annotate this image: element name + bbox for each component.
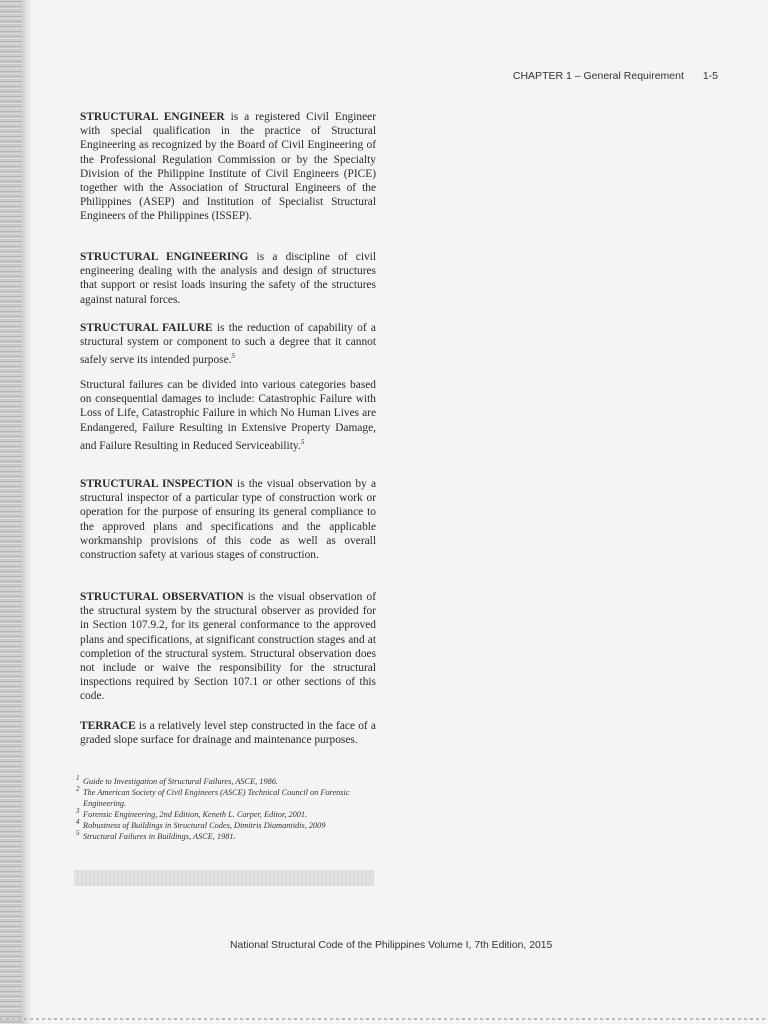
footnote-3: 3 Forensic Engineering, 2nd Edition, Keneth L. Carper, Editor, 2001. — [76, 807, 308, 819]
chapter-title: CHAPTER 1 – General Requirement — [512, 70, 684, 82]
footnotes — [76, 776, 376, 842]
page-number: 1-5 — [702, 70, 718, 82]
scan-bottom-edge — [0, 1018, 768, 1020]
definition-text: is a discipline of civil engineering dealing with the analysis and design of structures that support or resist loads insuring the safety of the structures against natural forces. — [80, 251, 377, 306]
page-footer: National Structural Code of the Philippines Volume I, 7th Edition, 2015 — [230, 940, 553, 951]
term: STRUCTURAL INSPECTION — [80, 478, 233, 490]
definition-structural-observation — [80, 590, 376, 704]
definition-text: is the visual observation by a structural inspector of a particular type of construction work or operation for the purpose of ensuring its general compliance to the approved plans and specifications and the applicable workmanship provisions of this code as well as overall construction safety at various stages of construction. — [80, 478, 377, 562]
footnote-ref: 5 — [300, 437, 305, 446]
term: STRUCTURAL OBSERVATION — [80, 591, 244, 603]
term: STRUCTURAL FAILURE — [80, 322, 213, 334]
term: STRUCTURAL ENGINEER — [80, 111, 225, 123]
footnote-1: 1 Guide to Investigation of Structural Failures, ASCE, 1986. — [76, 774, 278, 786]
term: TERRACE — [80, 720, 136, 732]
structural-failure-categories — [80, 378, 376, 453]
definition-terrace — [80, 719, 376, 747]
paragraph-text: Structural failures can be divided into various categories based on consequential damages to include: Catastrophic Failure with Loss of Life, Catastrophic Failure in which No Human Lives are Endangered, Failure Resulting in Extensive Property Damage, and Failure Resulting in Reduced Serviceability. — [80, 379, 376, 452]
scan-edge-shadow — [0, 0, 22, 1024]
definition-structural-failure — [80, 321, 376, 367]
definition-text: is a registered Civil Engineer with special qualification in the practice of Structural Engineering as recognized by the Board of Civil Engineering of the Professional Regulation Commission or by the Specialty Division of the Philippine Institute of Civil Engineers (PICE) together with the Association of Structural Engineers of the Philippines (ASEP) and Institution of Specialist Structural Engineers of the Philippines (ISSEP). — [80, 111, 376, 223]
scan-shadow-bar — [74, 870, 374, 886]
footnote-2: 2 The American Society of Civil Engineers (ASCE) Technical Council on Forensic Engineering. — [76, 785, 350, 808]
footnote-5: 5 Structural Failures in Buildings, ASCE, 1981. — [76, 829, 236, 841]
definition-structural-engineering — [80, 250, 376, 307]
page-header — [513, 70, 718, 82]
definition-text: is a relatively level step constructed in the face of a graded slope surface for drainage and maintenance purposes. — [80, 720, 376, 747]
definition-structural-engineer — [80, 110, 376, 224]
definition-text: is the reduction of capability of a structural system or component to such a degree that it cannot safely serve its intended purpose. — [80, 322, 376, 367]
term: STRUCTURAL ENGINEERING — [80, 251, 249, 263]
definition-structural-inspection — [80, 477, 376, 562]
definition-text: is the visual observation of the structural system by the structural observer as provided for in Section 107.9.2, for its general conformance to the approved plans and specifications, at significant construction stages and at completion of the structural system. Structural observation does not include or waive the responsibility for the structural inspections required by Section 107.1 or other sections of this code. — [80, 591, 377, 703]
footnote-ref: 5 — [231, 352, 236, 361]
footnote-4: 4 Robustness of Buildings in Structural Codes, Dimitris Diamantidis, 2009 — [76, 818, 326, 830]
scan-edge-gradient — [22, 0, 32, 1024]
